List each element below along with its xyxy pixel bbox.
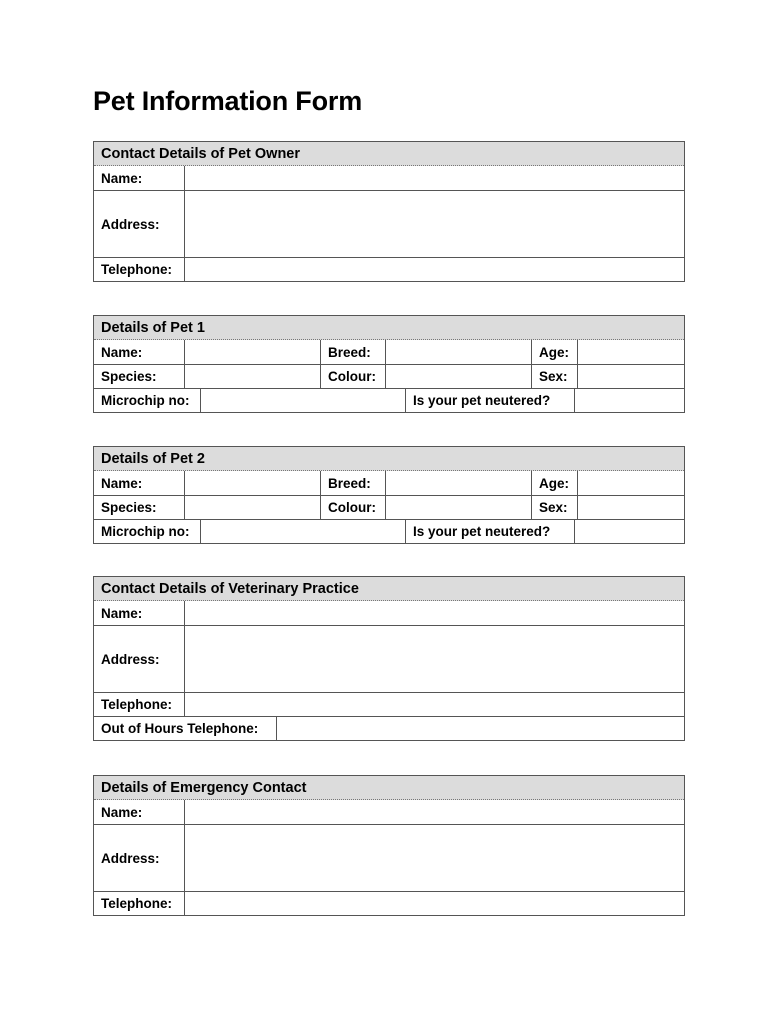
pet2-neutered-label: Is your pet neutered? [406, 520, 575, 543]
pet2-microchip-field[interactable] [201, 520, 406, 543]
emergency-telephone-field[interactable] [185, 892, 684, 915]
pet1-neutered-label: Is your pet neutered? [406, 389, 575, 412]
pet1-name-field[interactable] [185, 340, 321, 364]
vet-telephone-field[interactable] [185, 693, 684, 716]
pet2-colour-field[interactable] [386, 496, 532, 519]
owner-telephone-field[interactable] [185, 258, 684, 281]
pet2-species-label: Species: [94, 496, 185, 519]
pet2-microchip-label: Microchip no: [94, 520, 201, 543]
emergency-address-field[interactable] [185, 825, 684, 891]
emergency-telephone-label: Telephone: [94, 892, 185, 915]
owner-name-field[interactable] [185, 166, 684, 190]
pet1-sex-label: Sex: [532, 365, 578, 388]
owner-telephone-label: Telephone: [94, 258, 185, 281]
pet1-colour-label: Colour: [321, 365, 386, 388]
owner-section-header: Contact Details of Pet Owner [94, 142, 684, 166]
pet2-age-label: Age: [532, 471, 578, 495]
vet-section-header: Contact Details of Veterinary Practice [94, 577, 684, 601]
pet2-name-field[interactable] [185, 471, 321, 495]
pet2-sex-label: Sex: [532, 496, 578, 519]
vet-section [93, 576, 685, 741]
vet-name-label: Name: [94, 601, 185, 625]
owner-name-label: Name: [94, 166, 185, 190]
pet1-species-field[interactable] [185, 365, 321, 388]
vet-name-field[interactable] [185, 601, 684, 625]
vet-address-label: Address: [94, 626, 185, 692]
pet1-age-field[interactable] [578, 340, 684, 364]
pet2-section [93, 446, 685, 544]
emergency-address-label: Address: [94, 825, 185, 891]
pet1-age-label: Age: [532, 340, 578, 364]
vet-address-field[interactable] [185, 626, 684, 692]
emergency-section [93, 775, 685, 916]
pet2-sex-field[interactable] [578, 496, 684, 519]
vet-out-of-hours-label: Out of Hours Telephone: [94, 717, 277, 740]
pet1-section [93, 315, 685, 413]
vet-telephone-label: Telephone: [94, 693, 185, 716]
pet1-microchip-field[interactable] [201, 389, 406, 412]
pet2-breed-label: Breed: [321, 471, 386, 495]
pet1-microchip-label: Microchip no: [94, 389, 201, 412]
pet2-age-field[interactable] [578, 471, 684, 495]
pet2-species-field[interactable] [185, 496, 321, 519]
pet1-sex-field[interactable] [578, 365, 684, 388]
pet1-neutered-field[interactable] [575, 389, 684, 412]
pet1-colour-field[interactable] [386, 365, 532, 388]
pet2-neutered-field[interactable] [575, 520, 684, 543]
page-title: Pet Information Form [93, 86, 363, 116]
owner-address-field[interactable] [185, 191, 684, 257]
emergency-section-header: Details of Emergency Contact [94, 776, 684, 800]
vet-out-of-hours-field[interactable] [277, 717, 684, 740]
emergency-name-label: Name: [94, 800, 185, 824]
owner-section [93, 141, 685, 282]
pet2-breed-field[interactable] [386, 471, 532, 495]
pet1-species-label: Species: [94, 365, 185, 388]
owner-address-label: Address: [94, 191, 185, 257]
pet1-name-label: Name: [94, 340, 185, 364]
emergency-name-field[interactable] [185, 800, 684, 824]
pet2-section-header: Details of Pet 2 [94, 447, 684, 471]
pet1-breed-label: Breed: [321, 340, 386, 364]
pet1-section-header: Details of Pet 1 [94, 316, 684, 340]
pet1-breed-field[interactable] [386, 340, 532, 364]
pet2-colour-label: Colour: [321, 496, 386, 519]
pet2-name-label: Name: [94, 471, 185, 495]
